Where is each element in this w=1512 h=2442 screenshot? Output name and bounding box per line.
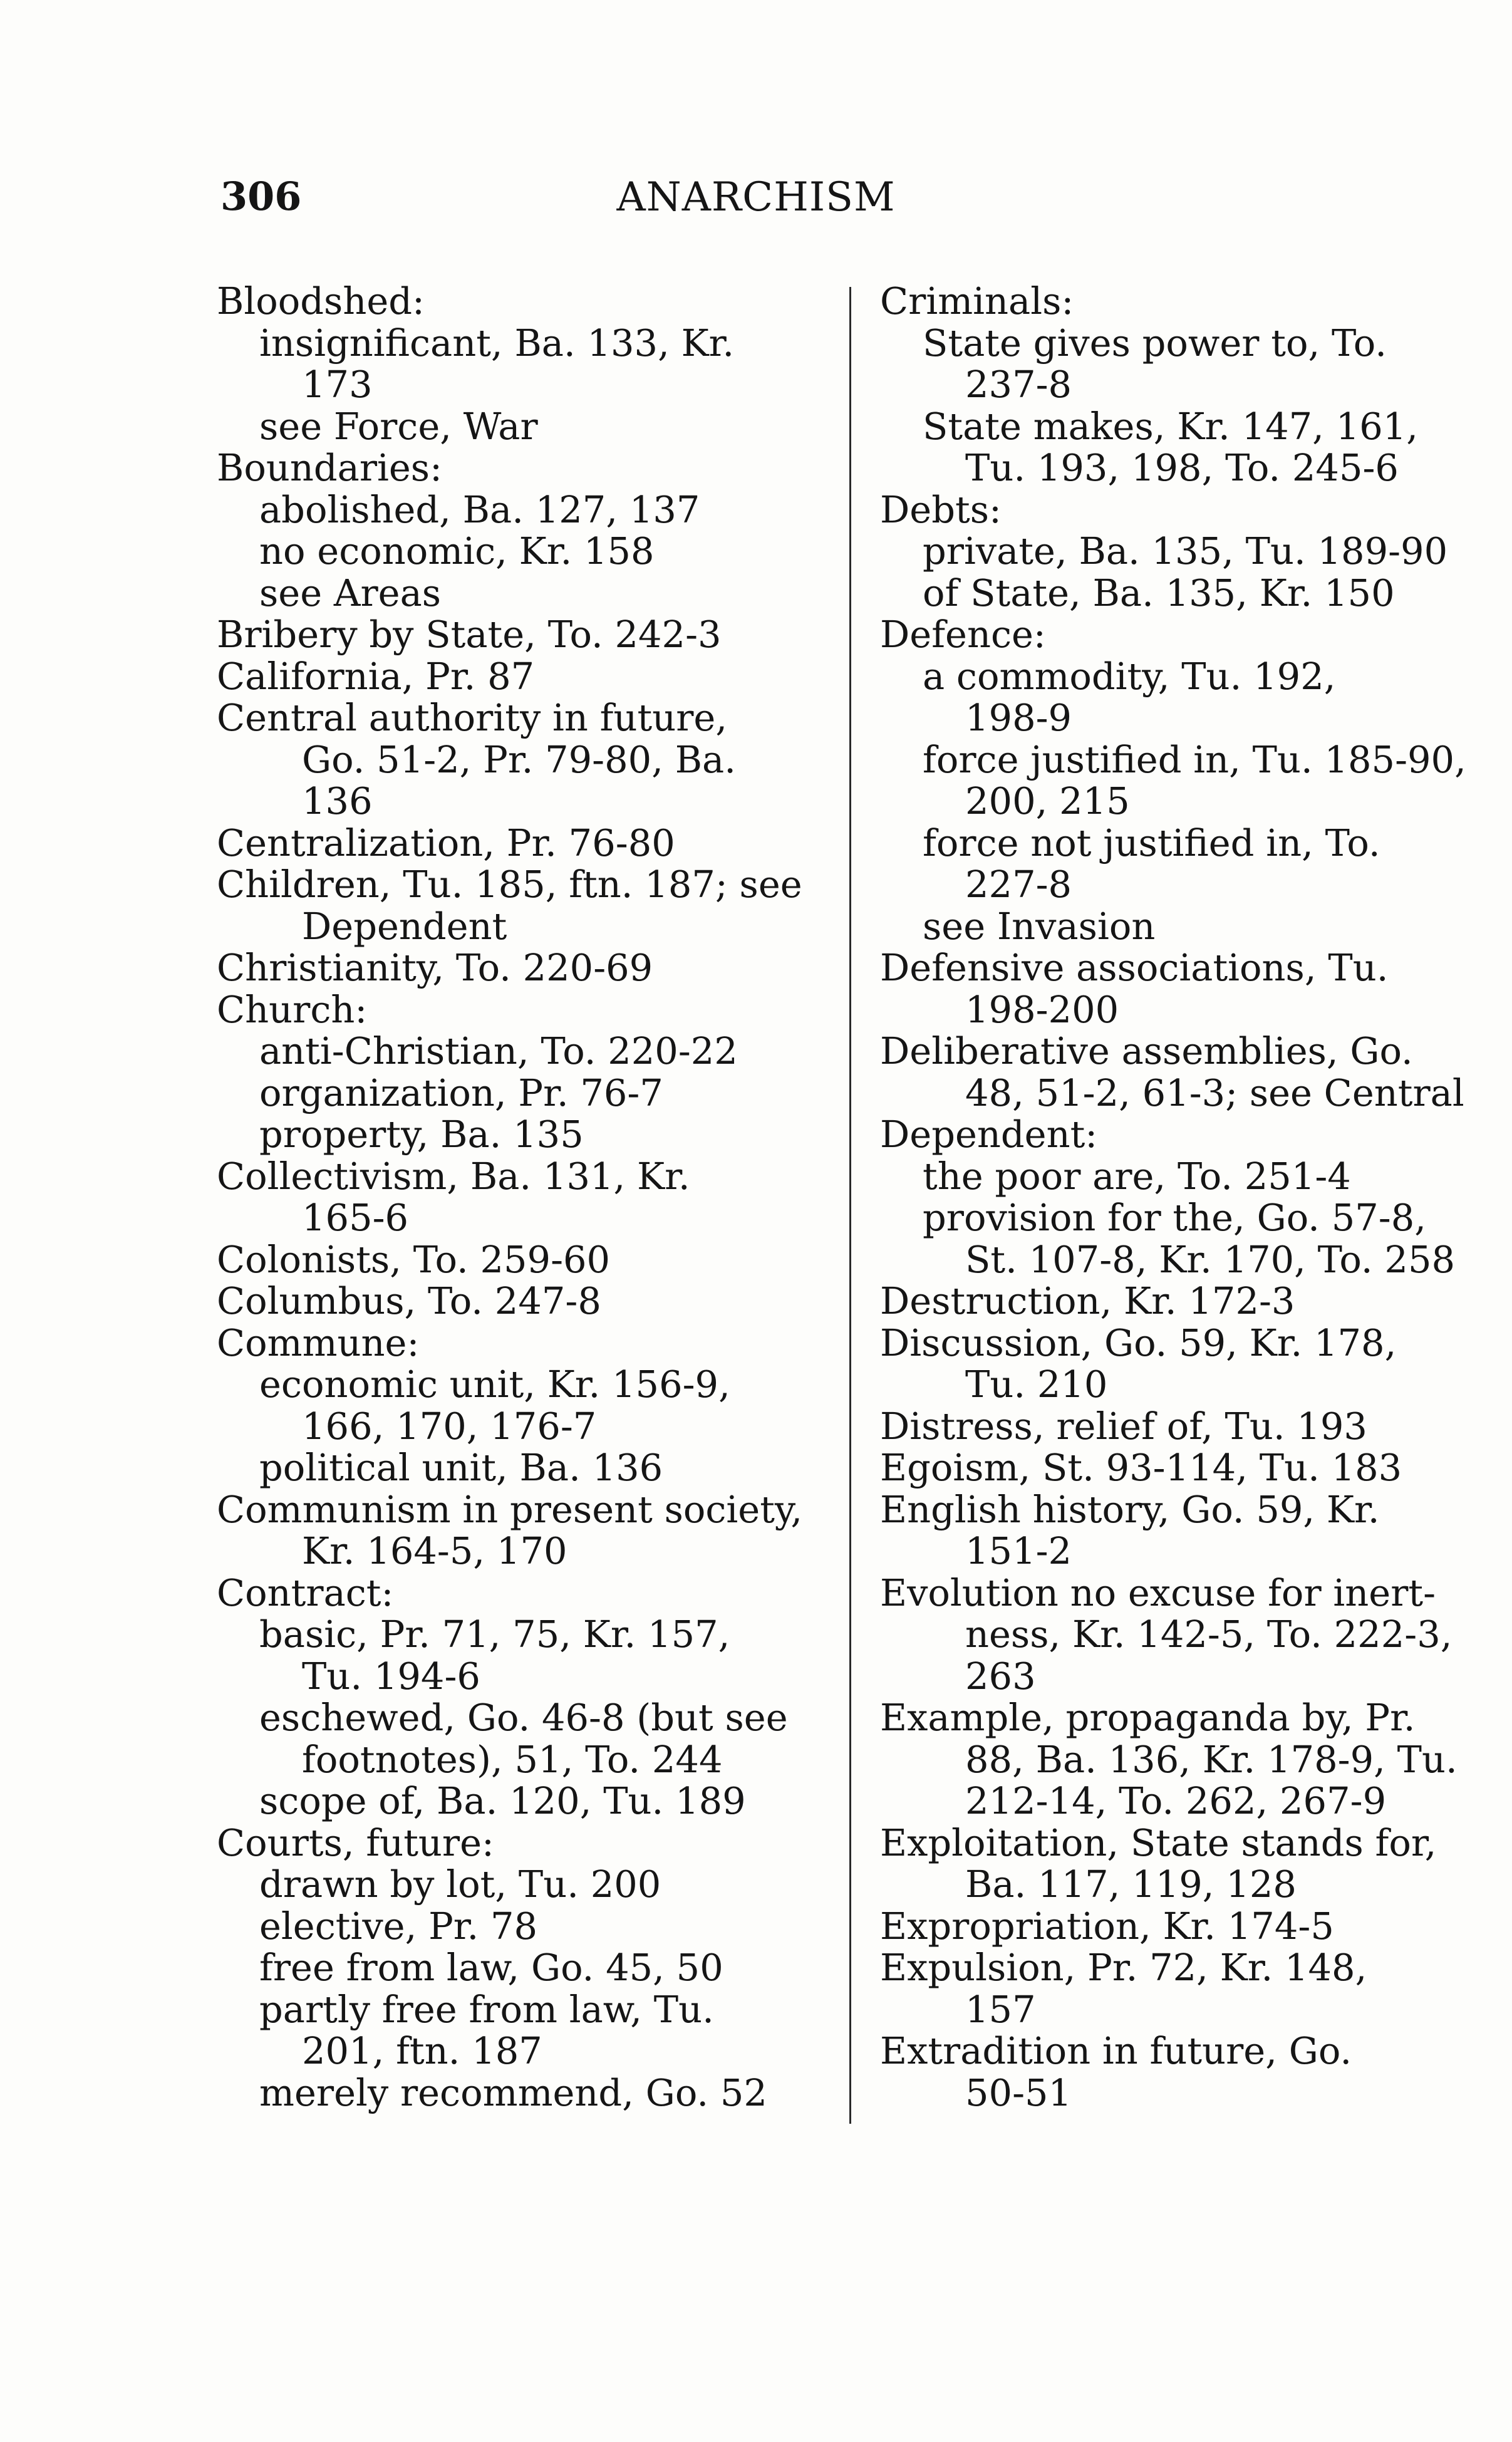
index-continuation: 263 <box>965 1654 1036 1698</box>
index-subentry: property, Ba. 135 <box>259 1113 584 1156</box>
index-entry: Egoism, St. 93-114, Tu. 183 <box>880 1446 1402 1489</box>
index-entry: Discussion, Go. 59, Kr. 178, <box>880 1321 1397 1364</box>
index-entry: Example, propaganda by, Pr. <box>880 1696 1416 1739</box>
index-entry: Church: <box>217 987 368 1031</box>
index-subentry: abolished, Ba. 127, 137 <box>259 487 700 531</box>
index-entry: Dependent: <box>880 1113 1098 1156</box>
index-entry: Defence: <box>880 613 1046 656</box>
index-column-right <box>880 281 1466 2114</box>
index-subentry: eschewed, Go. 46-8 (but see <box>259 1696 788 1739</box>
index-subentry: anti-Christian, To. 220-22 <box>259 1029 738 1073</box>
index-continuation: 157 <box>965 1987 1036 2031</box>
index-continuation: 212-14, To. 262, 267-9 <box>965 1779 1387 1822</box>
index-continuation: 173 <box>302 363 373 406</box>
index-subentry: scope of, Ba. 120, Tu. 189 <box>259 1779 746 1822</box>
index-entry: English history, Go. 59, Kr. <box>880 1487 1380 1531</box>
index-continuation: St. 107-8, Kr. 170, To. 258 <box>965 1237 1456 1281</box>
index-subentry: basic, Pr. 71, 75, Kr. 157, <box>259 1613 730 1656</box>
index-continuation: Tu. 210 <box>965 1363 1108 1406</box>
index-entry: Extradition in future, Go. <box>880 2029 1352 2072</box>
index-entry: Children, Tu. 185, ftn. 187; see <box>217 863 802 906</box>
index-subentry: State gives power to, To. <box>923 321 1387 365</box>
index-continuation: 165-6 <box>302 1196 409 1239</box>
index-entry: Colonists, To. 259-60 <box>217 1237 611 1281</box>
index-entry: California, Pr. 87 <box>217 654 535 698</box>
index-entry: Expropriation, Kr. 174-5 <box>880 1904 1334 1948</box>
index-continuation: Dependent <box>302 904 507 948</box>
index-subentry: elective, Pr. 78 <box>259 1904 538 1948</box>
index-subentry: a commodity, Tu. 192, <box>923 654 1336 698</box>
index-entry: Exploitation, State stands for, <box>880 1821 1437 1864</box>
index-continuation: 201, ftn. 187 <box>302 2029 542 2072</box>
index-continuation: 237-8 <box>965 363 1072 406</box>
index-entry: Columbus, To. 247-8 <box>217 1279 601 1322</box>
index-subentry: see Invasion <box>923 904 1156 948</box>
index-subentry: political unit, Ba. 136 <box>259 1446 663 1489</box>
index-entry: Expulsion, Pr. 72, Kr. 148, <box>880 1946 1367 1989</box>
index-subentry: partly free from law, Tu. <box>259 1987 714 2031</box>
index-entry: Bloodshed: <box>217 279 425 323</box>
index-continuation: 227-8 <box>965 863 1072 906</box>
index-entry: Communism in present society, <box>217 1487 803 1531</box>
index-continuation: Kr. 164-5, 170 <box>302 1529 567 1572</box>
index-subentry: force justified in, Tu. 185-90, <box>923 737 1466 781</box>
index-entry: Debts: <box>880 487 1002 531</box>
index-subentry: merely recommend, Go. 52 <box>259 2071 767 2114</box>
index-continuation: 200, 215 <box>965 779 1130 823</box>
index-subentry: see Force, War <box>259 404 538 448</box>
index-entry: Contract: <box>217 1571 394 1614</box>
index-continuation: Tu. 193, 198, To. 245-6 <box>965 446 1399 489</box>
index-entry: Christianity, To. 220-69 <box>217 946 653 989</box>
index-subentry: see Areas <box>259 571 442 615</box>
index-entry: Evolution no excuse for inert- <box>880 1571 1436 1614</box>
index-continuation: footnotes), 51, To. 244 <box>302 1737 723 1781</box>
index-continuation: Ba. 117, 119, 128 <box>965 1863 1297 1906</box>
index-subentry: force not justified in, To. <box>923 821 1380 865</box>
index-continuation: Tu. 194-6 <box>302 1654 480 1698</box>
index-subentry: drawn by lot, Tu. 200 <box>259 1863 661 1906</box>
column-divider-rule <box>849 287 851 2124</box>
index-subentry: private, Ba. 135, Tu. 189-90 <box>923 529 1448 573</box>
index-column-left <box>217 281 802 2114</box>
index-continuation: 151-2 <box>965 1529 1072 1572</box>
index-entry: Defensive associations, Tu. <box>880 946 1389 989</box>
index-continuation: ness, Kr. 142-5, To. 222-3, <box>965 1613 1452 1656</box>
index-subentry: State makes, Kr. 147, 161, <box>923 404 1419 448</box>
index-entry: Destruction, Kr. 172-3 <box>880 1279 1295 1322</box>
index-continuation: 136 <box>302 779 373 823</box>
index-continuation: 48, 51-2, 61-3; see Central <box>965 1071 1464 1114</box>
index-continuation: 198-200 <box>965 987 1119 1031</box>
index-subentry: no economic, Kr. 158 <box>259 529 655 573</box>
index-entry: Deliberative assemblies, Go. <box>880 1029 1413 1073</box>
index-entry: Collectivism, Ba. 131, Kr. <box>217 1154 690 1198</box>
index-continuation: 88, Ba. 136, Kr. 178-9, Tu. <box>965 1737 1458 1781</box>
index-continuation: 50-51 <box>965 2071 1072 2114</box>
index-subentry: free from law, Go. 45, 50 <box>259 1946 723 1989</box>
running-head: ANARCHISM <box>616 174 896 221</box>
index-entry: Courts, future: <box>217 1821 494 1864</box>
index-continuation: 166, 170, 176-7 <box>302 1404 597 1448</box>
index-entry: Centralization, Pr. 76-80 <box>217 821 675 865</box>
index-subentry: of State, Ba. 135, Kr. 150 <box>923 571 1395 615</box>
index-entry: Bribery by State, To. 242-3 <box>217 613 722 656</box>
index-entry: Criminals: <box>880 279 1074 323</box>
index-entry: Boundaries: <box>217 446 442 489</box>
page-number: 306 <box>220 174 302 219</box>
index-continuation: Go. 51-2, Pr. 79-80, Ba. <box>302 737 736 781</box>
index-entry: Central authority in future, <box>217 696 728 739</box>
index-subentry: economic unit, Kr. 156-9, <box>259 1363 730 1406</box>
index-continuation: 198-9 <box>965 696 1072 739</box>
index-entry: Distress, relief of, Tu. 193 <box>880 1404 1367 1448</box>
index-subentry: provision for the, Go. 57-8, <box>923 1196 1426 1239</box>
index-entry: Commune: <box>217 1321 420 1364</box>
index-subentry: organization, Pr. 76-7 <box>259 1071 663 1114</box>
index-subentry: insignificant, Ba. 133, Kr. <box>259 321 735 365</box>
index-subentry: the poor are, To. 251-4 <box>923 1154 1351 1198</box>
